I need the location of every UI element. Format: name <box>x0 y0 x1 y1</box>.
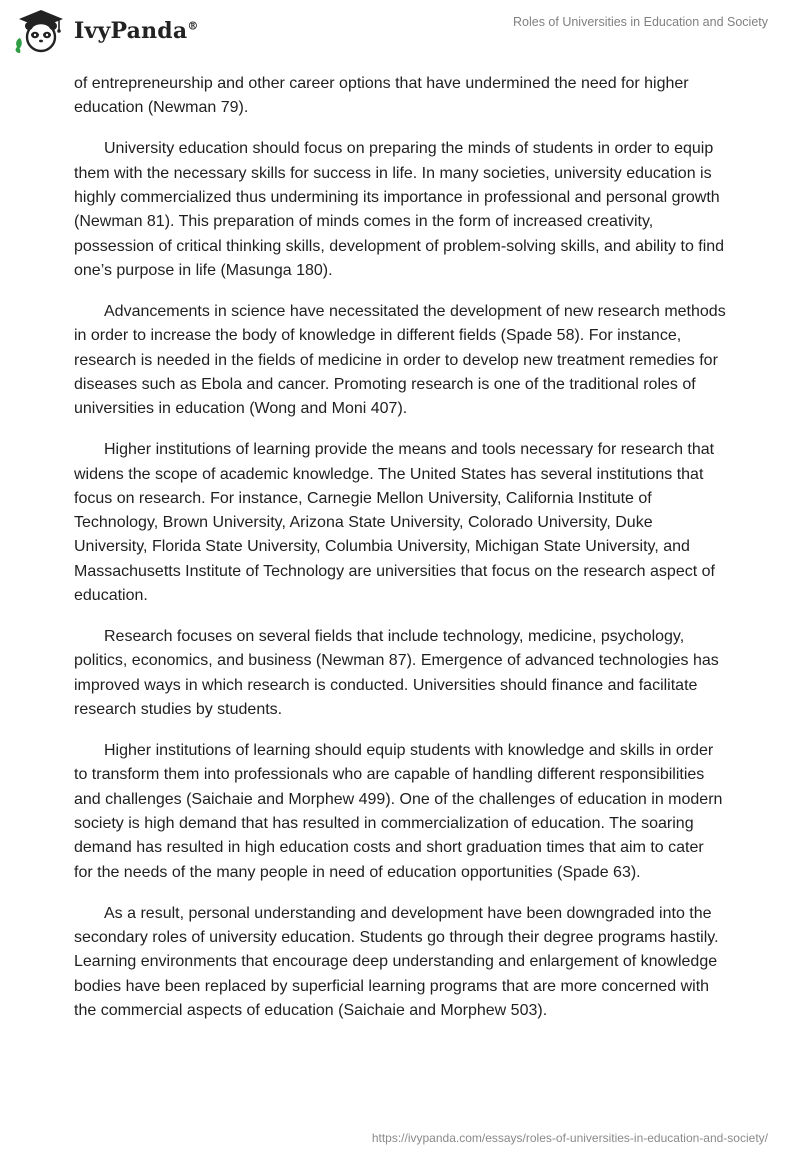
paragraph: Higher institutions of learning should equip students with knowledge and skills in order to transform them into professionals who are capable of handling different responsibilities and challenges (Saichaie and Morphew 499). One of the challenges of education in modern society is high demand that has resulted in commercialization of education. The soaring demand has resulted in high education costs and short graduation times that aim to cater for the needs of the many people in need of education opportunities (Spade 63). <box>74 742 723 881</box>
ivypanda-logo[interactable] <box>14 8 199 54</box>
paragraph: Research focuses on several fields that include technology, medicine, psychology, politics, economics, and business (Newman 87). Emergence of advanced technologies has improved ways in which research is conducted. Universities should finance and facilitate research studies by students. <box>74 628 719 719</box>
document-title: Roles of Universities in Education and Society <box>513 15 768 29</box>
page-header <box>0 0 800 70</box>
paragraph: As a result, personal understanding and development have been downgraded into the secondary roles of university education. Students go through their degree programs hastily. Learning environments that encourage deep understanding and enlargement of knowledge bodies have been replaced by superficial learning programs that are more concerned with the commercial aspects of education (Saichaie and Morphew 503). <box>74 904 719 1019</box>
brand-name: IvyPanda® <box>74 18 199 44</box>
paragraph: Higher institutions of learning provide the means and tools necessary for research that widens the scope of academic knowledge. The United States has several institutions that focus on research. For instance, Carnegie Mellon University, California Institute of Technology, Brown University, Arizona State University, Colorado University, Duke University, Florida State University, Columbia University, Michigan State University, and Massachusetts Institute of Technology are universities that focus on the research aspect of education. <box>74 441 715 605</box>
paragraph: University education should focus on preparing the minds of students in order to equip them with the necessary skills for success in life. In many societies, university education is highly commercialized thus undermining its importance in professional and personal growth (Newman 81). This preparation of minds comes in the form of increased creativity, possession of critical thinking skills, development of problem-solving skills, and ability to find one’s purpose in life (Masunga 180). <box>74 140 725 279</box>
essay-body <box>74 72 726 1040</box>
source-url[interactable]: https://ivypanda.com/essays/roles-of-universities-in-education-and-society/ <box>371 1131 768 1145</box>
panda-graduate-icon <box>14 8 68 54</box>
paragraph: Advancements in science have necessitated the development of new research methods in order to increase the body of knowledge in different fields (Spade 58). For instance, research is needed in the fields of medicine in order to develop new treatment remedies for diseases such as Ebola and cancer. Promoting research is one of the traditional roles of universities in education (Wong and Moni 407). <box>74 302 726 418</box>
paragraph: of entrepreneurship and other career options that have undermined the need for higher education (Newman 79). <box>74 75 689 117</box>
